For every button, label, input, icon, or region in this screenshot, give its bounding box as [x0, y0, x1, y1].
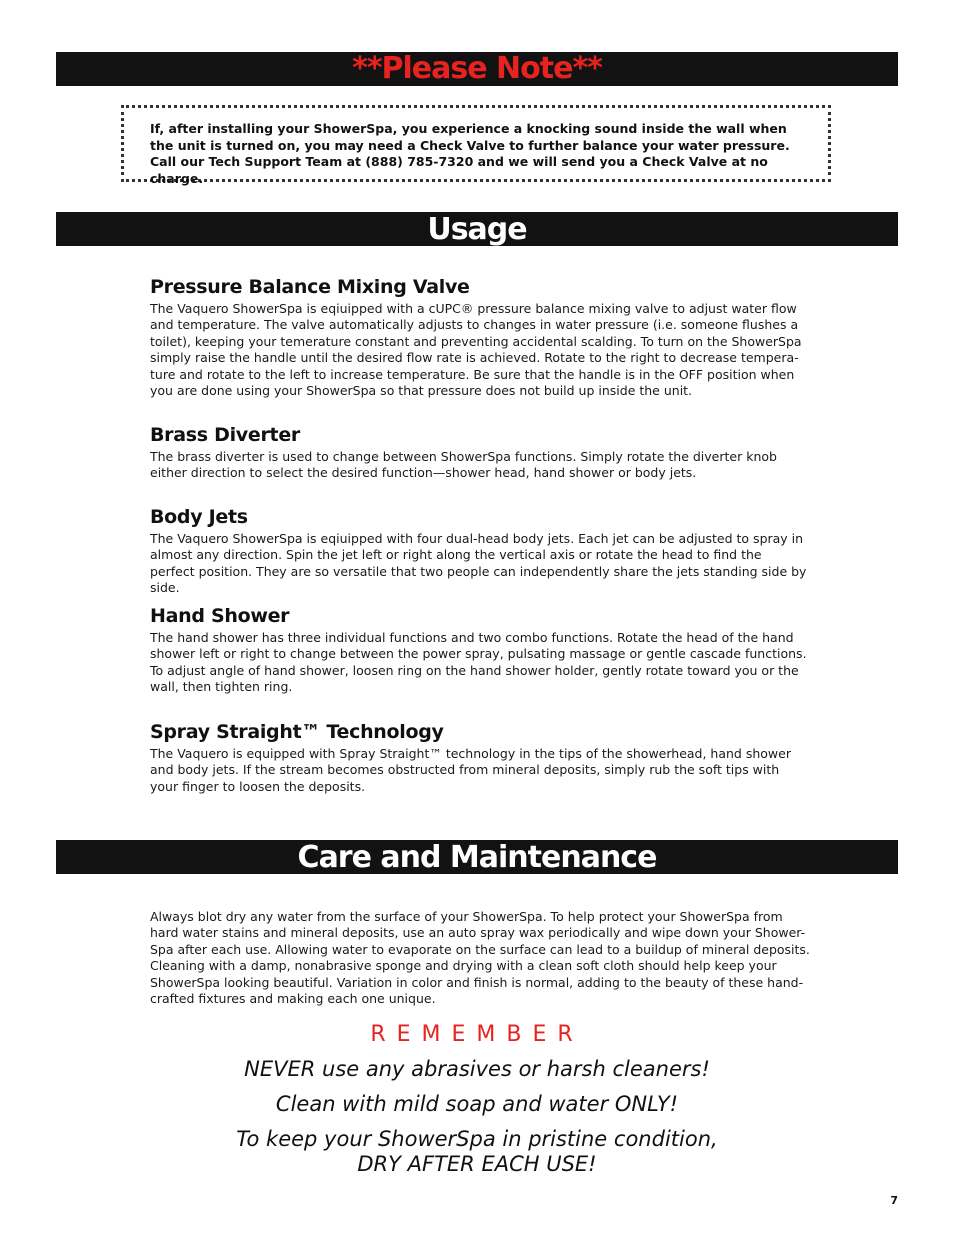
note-box [121, 105, 831, 186]
tip-no-abrasives: NEVER use any abrasives or harsh cleaners! [244, 1057, 710, 1081]
section-body: The brass diverter is used to change between ShowerSpa functions. Simply rotate the diverter knob either direction to select the desired function—shower head, hand shower or body jets. [150, 449, 777, 481]
section-body-jets [150, 506, 810, 597]
usage-banner: Usage [56, 212, 898, 246]
page-number: 7 [890, 1194, 898, 1207]
section-heading: Body Jets [150, 506, 248, 528]
section-spray-straight [150, 721, 810, 795]
section-brass-diverter [150, 424, 810, 482]
tip-mild-soap: Clean with mild soap and water ONLY! [275, 1092, 679, 1116]
section-body: The hand shower has three individual functions and two combo functions. Rotate the head of the hand shower left or right to change between the power spray, pulsating massage or gentle cascade functions. To adjust angle of hand shower, loosen ring on the hand shower holder, gently rotate toward you or the wall, then tighten ring. [150, 630, 807, 695]
note-text: If, after installing your ShowerSpa, you experience a knocking sound inside the wall when the unit is turned on, you may need a Check Valve to further balance your water pressure. Call our Tech Support Team at (888) 785-7320 and we will send you a Check Valve at no charge. [150, 121, 790, 186]
section-body: The Vaquero ShowerSpa is eqiuipped with four dual-head body jets. Each jet can be adjusted to spray in almost any direction. Spin the jet left or right along the vertical axis or rotate the head to find the perfect position. They are so versatile that two people can independently share the jets standing side by side. [150, 531, 807, 596]
tip-pristine: To keep your ShowerSpa in pristine condition, [236, 1127, 718, 1151]
section-pressure-valve [150, 276, 810, 399]
section-hand-shower [150, 605, 810, 696]
section-heading: Pressure Balance Mixing Valve [150, 276, 470, 298]
section-body: The Vaquero is equipped with Spray Straight™ technology in the tips of the showerhead, hand shower and body jets. If the stream becomes obstructed from mineral deposits, simply rub the soft tips with your finger to loosen the deposits. [150, 746, 791, 794]
tip-dry: DRY AFTER EACH USE! [357, 1152, 597, 1176]
section-heading: Spray Straight™ Technology [150, 721, 444, 743]
care-banner: Care and Maintenance [56, 840, 898, 874]
section-heading: Brass Diverter [150, 424, 300, 446]
remember-title: REMEMBER [370, 1022, 584, 1047]
please-note-banner: **Please Note** [56, 52, 898, 86]
section-heading: Hand Shower [150, 605, 290, 627]
care-text: Always blot dry any water from the surface of your ShowerSpa. To help protect your ShowerSpa from hard water stains and mineral deposits, use an auto spray wax periodically and wipe down your Shower-Spa after each use. Allowing water to evaporate on the surface can lead to a buildup of mineral deposits. Cleaning with a damp, nonabrasive sponge and drying with a clean soft cloth should help keep your ShowerSpa looking beautiful. Variation in color and finish is normal, adding to the beauty of these hand-crafted fixtures and making each one unique. [150, 909, 810, 1007]
section-body: The Vaquero ShowerSpa is eqiuipped with a cUPC® pressure balance mixing valve to adjust water flow and temperature. The valve automatically adjusts to changes in water pressure (i.e. someone flushes a toilet), keeping your temerature constant and preventing accidental scalding. To turn on the ShowerSpa simply raise the handle until the desired flow rate is achieved. Rotate to the right to decrease tempera-ture and rotate to the left to increase temperature. Be sure that the handle is in the OFF position when you are done using your ShowerSpa so that pressure does not build up inside the unit. [150, 301, 802, 399]
